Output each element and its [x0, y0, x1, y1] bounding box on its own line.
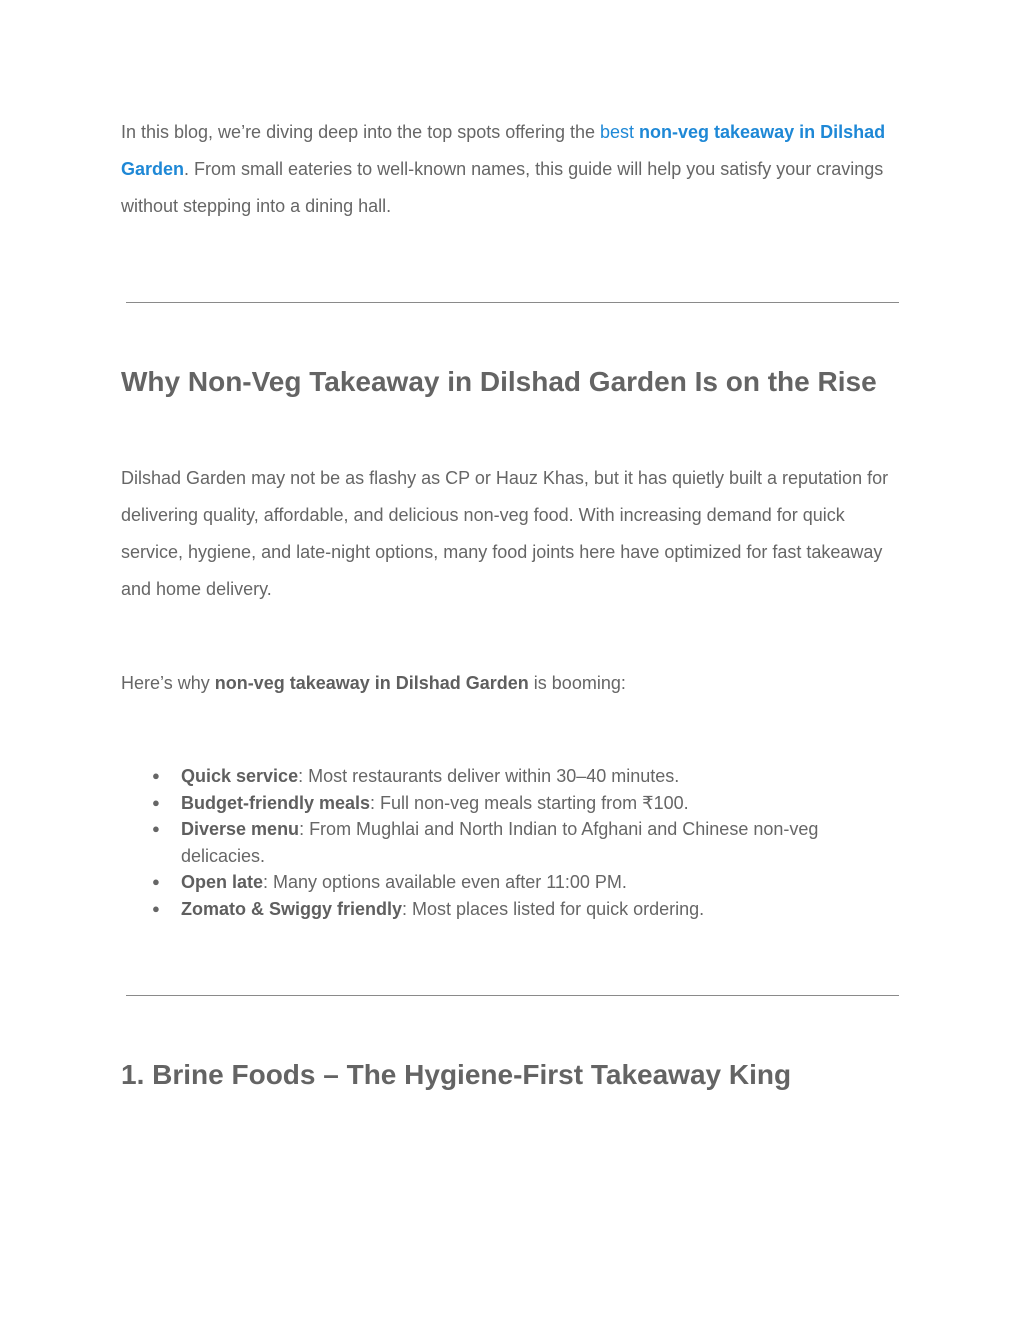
intro-text-after: . From small eateries to well-known names, this guide will help you satisfy your cravings without stepping into a dining hall.	[121, 159, 884, 216]
list-item	[152, 869, 892, 896]
list-item-text: : Full non-veg meals starting from ₹100.	[370, 792, 689, 813]
list-item-text: : Most places listed for quick ordering.	[402, 898, 705, 919]
bullet-icon: ●	[152, 821, 160, 837]
reasons-list	[152, 763, 892, 923]
list-item	[152, 790, 892, 817]
list-item-label: Quick service	[181, 766, 299, 786]
horizontal-divider	[126, 995, 899, 996]
heres-why-paragraph: Here’s why non-veg takeaway in Dilshad Garden is booming:	[121, 673, 626, 693]
why-paragraph: Dilshad Garden may not be as flashy as CP or Hauz Khas, but it has quietly built a reputation for delivering quality, affordable, and delicious non-veg food. With increasing demand for quick service, hygiene, and late-night options, many food joints here have optimized for fast takeaway and home delivery.	[121, 468, 889, 599]
list-item-label: Diverse menu	[181, 819, 300, 840]
list-item-label: Budget-friendly meals	[181, 792, 371, 813]
list-item	[152, 763, 892, 790]
list-item-text: : Many options available even after 11:00 PM.	[263, 872, 627, 893]
section-heading-brine-foods: 1. Brine Foods – The Hygiene-First Takeaway King	[121, 1059, 792, 1090]
list-item-text: : From Mughlai and North Indian to Afghani and Chinese non-veg delicacies.	[181, 819, 819, 866]
heres-why-bold: non-veg takeaway in Dilshad Garden	[214, 673, 529, 693]
section-heading-why: Why Non-Veg Takeaway in Dilshad Garden Is on the Rise	[121, 366, 877, 397]
bullet-icon: ●	[152, 900, 160, 916]
list-item-label: Open late	[181, 872, 264, 893]
bullet-icon: ●	[152, 874, 160, 890]
list-item	[152, 896, 892, 923]
list-item	[152, 816, 892, 869]
non-veg-takeaway-link[interactable]: non-veg takeaway in Dilshad Garden	[121, 122, 886, 179]
list-item-text: : Most restaurants deliver within 30–40 minutes.	[298, 766, 680, 786]
intro-paragraph	[121, 114, 911, 225]
best-link[interactable]: best	[599, 122, 635, 142]
horizontal-divider	[126, 302, 899, 303]
bullet-icon: ●	[152, 794, 160, 810]
bullet-icon: ●	[152, 768, 160, 783]
intro-text-before: In this blog, we’re diving deep into the top spots offering the	[121, 122, 600, 142]
list-item-label: Zomato & Swiggy friendly	[181, 898, 403, 919]
